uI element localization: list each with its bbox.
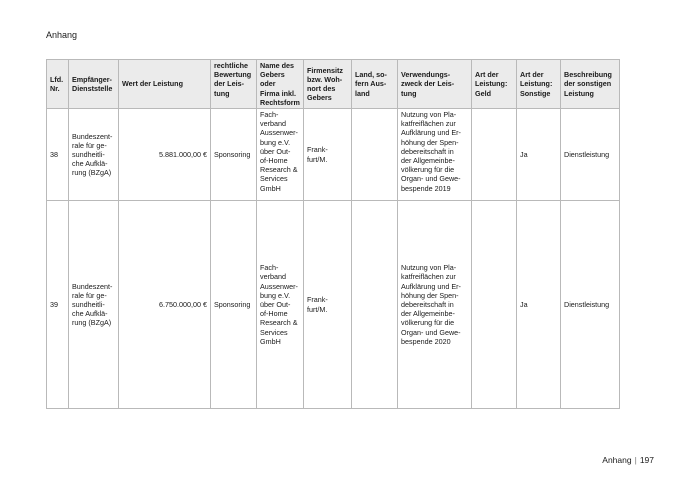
cell-geber: Fach- verband Aussenwer- bung e.V. über Out- of-Home Research & Services GmbH	[257, 201, 304, 409]
col-header-empfaenger: Empfänger- Dienststelle	[69, 60, 119, 109]
col-header-geber: Name des Gebers oder Firma inkl. Rechtsform	[257, 60, 304, 109]
cell-nr: 38	[47, 109, 69, 201]
cell-art-sonstige: Ja	[517, 201, 561, 409]
footer-section-label: Anhang	[602, 455, 632, 465]
cell-bewertung: Sponsoring	[211, 201, 257, 409]
cell-bewertung: Sponsoring	[211, 109, 257, 201]
cell-wert: 5.881.000,00 €	[119, 109, 211, 201]
col-header-art-geld: Art der Leistung: Geld	[472, 60, 517, 109]
cell-wert: 6.750.000,00 €	[119, 201, 211, 409]
page-section-title: Anhang	[46, 30, 78, 40]
col-header-verwendungszweck: Verwendungs- zweck der Leis- tung	[398, 60, 472, 109]
col-header-art-sonstige: Art der Leistung: Sonstige	[517, 60, 561, 109]
table-row	[47, 109, 620, 201]
page-number: 197	[639, 455, 654, 465]
cell-firmensitz: Frank- furt/M.	[304, 201, 352, 409]
col-header-firmensitz: Firmensitz bzw. Woh- nort des Gebers	[304, 60, 352, 109]
cell-art-geld	[472, 201, 517, 409]
col-header-beschreibung: Beschreibung der sonstigen Leistung	[561, 60, 620, 109]
page-footer	[602, 455, 654, 465]
footer-separator: |	[634, 455, 637, 465]
cell-beschreibung: Dienstleistung	[561, 201, 620, 409]
benefits-table	[46, 59, 620, 409]
cell-firmensitz: Frank- furt/M.	[304, 109, 352, 201]
cell-verwendungszweck: Nutzung von Pla- katfreiflächen zur Aufklärung und Er- höhung der Spen- debereitschaft in der Allgemeinbe- völkerung für die Organ- und Gewe- bespende 2020	[398, 201, 472, 409]
cell-land	[352, 109, 398, 201]
col-header-wert: Wert der Leistung	[119, 60, 211, 109]
cell-art-sonstige: Ja	[517, 109, 561, 201]
cell-verwendungszweck: Nutzung von Pla- katfreiflächen zur Aufklärung und Er- höhung der Spen- debereitschaft in der Allgemeinbe- völkerung für die Organ- und Gewe- bespende 2019	[398, 109, 472, 201]
table-row	[47, 201, 620, 409]
cell-empfaenger: Bundeszent- rale für ge- sundheitli- che Aufklä- rung (BZgA)	[69, 201, 119, 409]
cell-land	[352, 201, 398, 409]
col-header-lfd-nr: Lfd. Nr.	[47, 60, 69, 109]
cell-nr: 39	[47, 201, 69, 409]
cell-art-geld	[472, 109, 517, 201]
cell-geber: Fach- verband Aussenwer- bung e.V. über Out- of-Home Research & Services GmbH	[257, 109, 304, 201]
col-header-bewertung: rechtliche Bewertung der Leis- tung	[211, 60, 257, 109]
col-header-land: Land, so- fern Aus- land	[352, 60, 398, 109]
cell-beschreibung: Dienstleistung	[561, 109, 620, 201]
table-header-row	[47, 60, 620, 109]
cell-empfaenger: Bundeszent- rale für ge- sundheitli- che Aufklä- rung (BZgA)	[69, 109, 119, 201]
